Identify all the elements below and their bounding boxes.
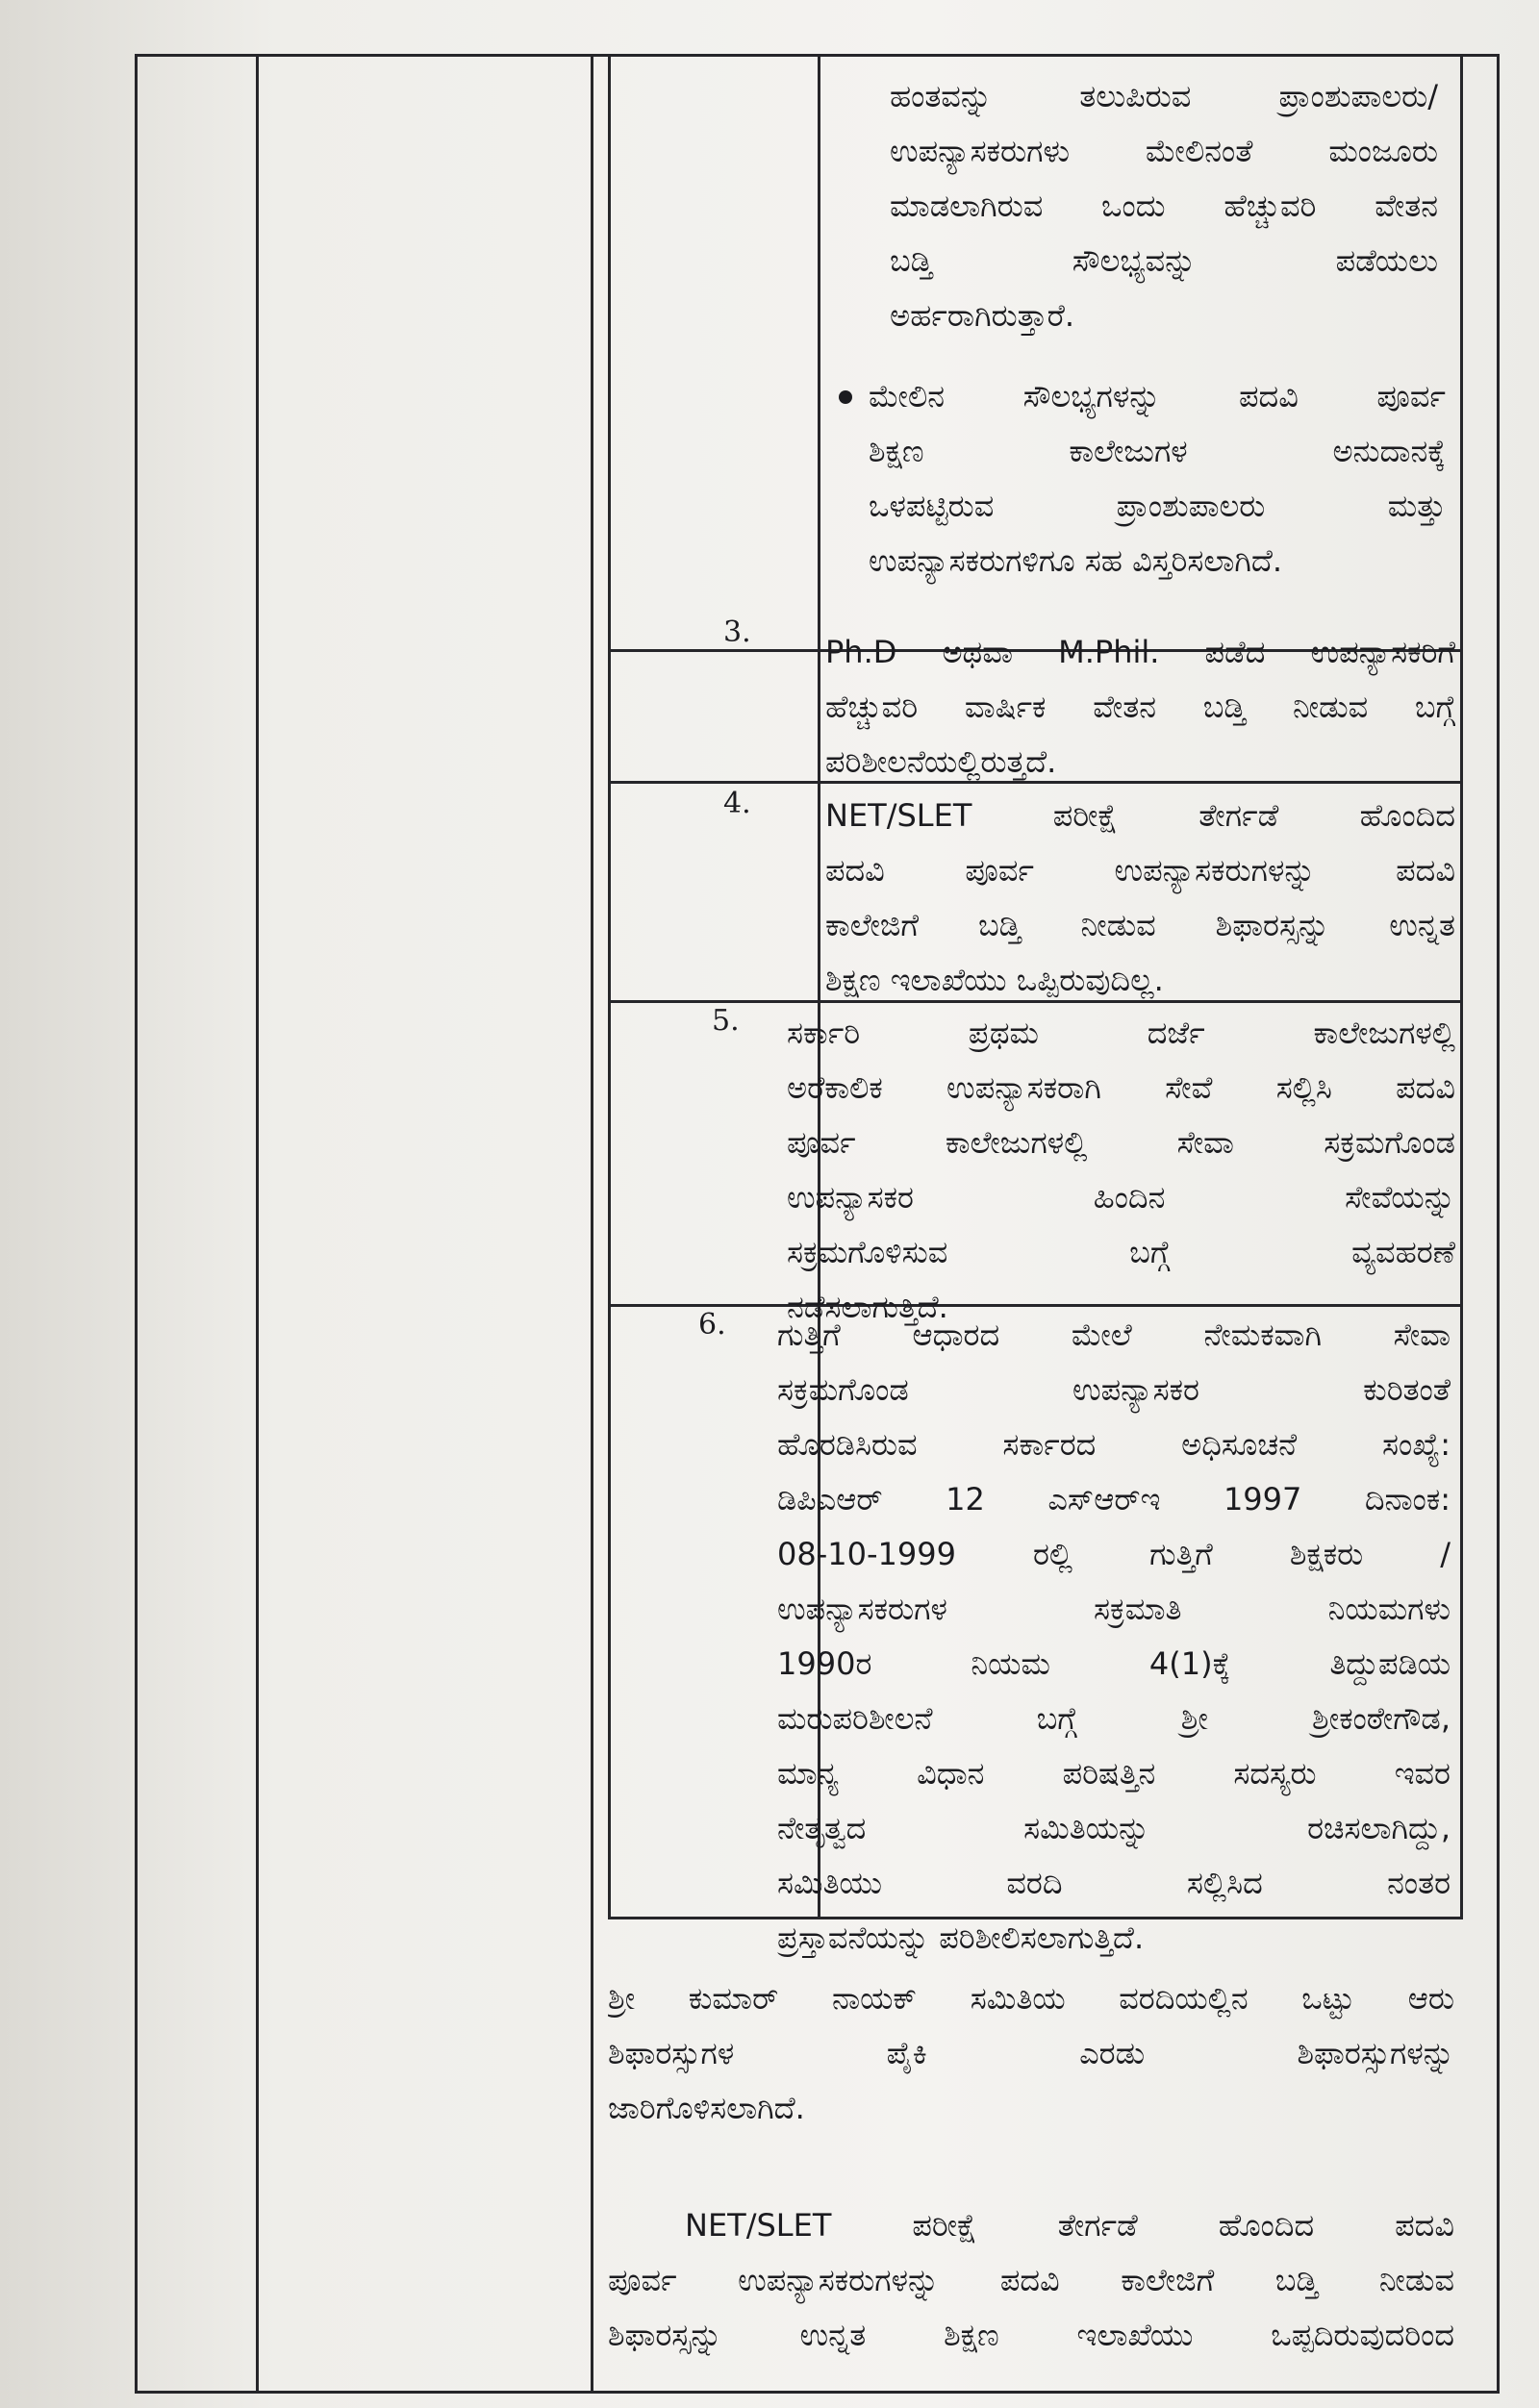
row-5-text	[787, 1006, 1455, 1335]
text-line: ಹೆಚ್ಚುವರಿ ವಾರ್ಷಿಕ ವೇತನ ಬಡ್ತಿ ನೀಡುವ ಬಗ್ಗೆ	[825, 689, 1455, 725]
text-line: ಬಡ್ತಿ ಸೌಲಭ್ಯವನ್ನು ಪಡೆಯಲು	[890, 242, 1438, 279]
continuation-paragraph	[890, 69, 1438, 343]
text-line: NET/SLET ಪರೀಕ್ಷೆ ತೇರ್ಗಡೆ ಹೊಂದಿದ	[825, 797, 1455, 834]
final-paragraph	[608, 2198, 1454, 2363]
text-line: ಪೂರ್ವ ಕಾಲೇಜುಗಳಲ್ಲಿ ಸೇವಾ ಸಕ್ರಮಗೊಂಡ	[787, 1124, 1455, 1161]
text-line: 08-10-1999 ರಲ್ಲಿ ಗುತ್ತಿಗೆ ಶಿಕ್ಷಕರು /	[777, 1536, 1451, 1572]
text-line: ಉಪನ್ಯಾಸಕರುಗಳ ಸಕ್ರಮಾತಿ ನಿಯಮಗಳು	[777, 1591, 1451, 1627]
row-number-5: 5.	[712, 1004, 740, 1038]
text-line: ಸರ್ಕಾರಿ ಪ್ರಥಮ ದರ್ಜೆ ಕಾಲೇಜುಗಳಲ್ಲಿ	[787, 1015, 1455, 1051]
text-line: ಶಿಫಾರಸ್ಸನ್ನು ಉನ್ನತ ಶಿಕ್ಷಣ ಇಲಾಖೆಯು ಒಪ್ಪದಿರುವುದರಿಂದ	[608, 2317, 1454, 2353]
text-line: ಮಾನ್ಯ ವಿಧಾನ ಪರಿಷತ್ತಿನ ಸದಸ್ಯರು ಇವರ	[777, 1755, 1451, 1792]
summary-paragraph	[608, 1971, 1454, 2136]
text-line: ಜಾರಿಗೊಳಿಸಲಾಗಿದೆ.	[608, 2090, 805, 2126]
text-line: ಶಿಫಾರಸ್ಸುಗಳ ಪೈಕಿ ಎರಡು ಶಿಫಾರಸ್ಸುಗಳನ್ನು	[608, 2035, 1454, 2071]
text-line: ಮರುಪರಿಶೀಲನೆ ಬಗ್ಗೆ ಶ್ರೀ ಶ್ರೀಕಂಠೇಗೌಡ,	[777, 1700, 1451, 1737]
inner-table-right-border	[1460, 56, 1463, 1919]
text-line: ಪ್ರಸ್ತಾವನೆಯನ್ನು ಪರಿಶೀಲಿಸಲಾಗುತ್ತಿದೆ.	[777, 1919, 1145, 1956]
row-4-text	[825, 789, 1455, 1008]
inner-table-left-border	[608, 56, 611, 1919]
text-line: ಪೂರ್ವ ಉಪನ್ಯಾಸಕರುಗಳನ್ನು ಪದವಿ ಕಾಲೇಜಿಗೆ ಬಡ್ತಿ ನೀಡುವ	[608, 2262, 1454, 2298]
text-line: ಸಕ್ರಮಗೊಳಿಸುವ ಬಗ್ಗೆ ವ್ಯವಹರಣೆ	[787, 1234, 1455, 1270]
table-bottom-border	[135, 2391, 1500, 2394]
text-line: ಗುತ್ತಿಗೆ ಆಧಾರದ ಮೇಲೆ ನೇಮಕವಾಗಿ ಸೇವಾ	[777, 1317, 1451, 1353]
text-line: ಮಾಡಲಾಗಿರುವ ಒಂದು ಹೆಚ್ಚುವರಿ ವೇತನ	[890, 188, 1438, 224]
column-divider-2	[591, 56, 593, 2393]
text-line: ಕಾಲೇಜಿಗೆ ಬಡ್ತಿ ನೀಡುವ ಶಿಫಾರಸ್ಸನ್ನು ಉನ್ನತ	[825, 907, 1455, 943]
bullet-dot-icon	[839, 390, 852, 404]
text-line: ಉಪನ್ಯಾಸಕರುಗಳು ಮೇಲಿನಂತೆ ಮಂಜೂರು	[890, 133, 1438, 169]
text-line: ಡಿಪಿಎಆರ್ 12 ಎಸ್‌ಆರ್‌ಇ 1997 ದಿನಾಂಕ:	[777, 1481, 1451, 1518]
text-line: ಅರೆಕಾಲಿಕ ಉಪನ್ಯಾಸಕರಾಗಿ ಸೇವೆ ಸಲ್ಲಿಸಿ ಪದವಿ	[787, 1069, 1455, 1106]
text-line: ನಡೆಸಲಾಗುತ್ತಿದೆ.	[787, 1289, 948, 1325]
table-right-border	[1497, 56, 1500, 2393]
text-line: ಉಪನ್ಯಾಸಕರುಗಳಿಗೂ ಸಹ ವಿಸ್ತರಿಸಲಾಗಿದೆ.	[869, 542, 1283, 579]
row-number-6: 6.	[698, 1308, 726, 1342]
text-line: ಶಿಕ್ಷಣ ಇಲಾಖೆಯು ಒಪ್ಪಿರುವುದಿಲ್ಲ.	[825, 962, 1164, 998]
bullet-paragraph	[869, 369, 1446, 589]
text-line: ಉಪನ್ಯಾಸಕರ ಹಿಂದಿನ ಸೇವೆಯನ್ನು	[787, 1179, 1455, 1216]
column-divider-1	[256, 56, 259, 2393]
text-line: ಶ್ರೀ ಕುಮಾರ್ ನಾಯಕ್ ಸಮಿತಿಯ ವರದಿಯಲ್ಲಿನ ಒಟ್ಟು ಆರು	[608, 1980, 1454, 2017]
text-line: NET/SLET ಪರೀಕ್ಷೆ ತೇರ್ಗಡೆ ಹೊಂದಿದ ಪದವಿ	[685, 2207, 1454, 2244]
row-number-4: 4.	[723, 787, 751, 820]
table-left-border	[135, 56, 138, 2393]
text-line: ಸಮಿತಿಯು ವರದಿ ಸಲ್ಲಿಸಿದ ನಂತರ	[777, 1865, 1451, 1901]
text-line: ಒಳಪಟ್ಟಿರುವ ಪ್ರಾಂಶುಪಾಲರು ಮತ್ತು	[869, 488, 1446, 524]
text-line: ಪರಿಶೀಲನೆಯಲ್ಲಿರುತ್ತದೆ.	[825, 743, 1057, 780]
text-line: ಮೇಲಿನ ಸೌಲಭ್ಯಗಳನ್ನು ಪದವಿ ಪೂರ್ವ	[869, 378, 1446, 414]
text-line: ನೇತೃತ್ವದ ಸಮಿತಿಯನ್ನು ರಚಿಸಲಾಗಿದ್ದು,	[777, 1810, 1451, 1846]
text-line: ಹಂತವನ್ನು ತಲುಪಿರುವ ಪ್ರಾಂಶುಪಾಲರು/	[890, 78, 1438, 114]
text-line: ಪದವಿ ಪೂರ್ವ ಉಪನ್ಯಾಸಕರುಗಳನ್ನು ಪದವಿ	[825, 852, 1455, 889]
row-6-text	[777, 1308, 1451, 1966]
row-3-text	[825, 625, 1455, 790]
text-line: ಸಕ್ರಮಗೊಂಡ ಉಪನ್ಯಾಸಕರ ಕುರಿತಂತೆ	[777, 1371, 1451, 1408]
text-line: ಶಿಕ್ಷಣ ಕಾಲೇಜುಗಳ ಅನುದಾನಕ್ಕೆ	[869, 433, 1446, 469]
text-line: Ph.D ಅಥವಾ M.Phil. ಪಡೆದ ಉಪನ್ಯಾಸಕರಿಗೆ	[825, 634, 1455, 670]
text-line: ಹೊರಡಿಸಿರುವ ಸರ್ಕಾರದ ಅಧಿಸೂಚನೆ ಸಂಖ್ಯೆ:	[777, 1426, 1451, 1463]
text-line: 1990ರ ನಿಯಮ 4(1)ಕ್ಕೆ ತಿದ್ದುಪಡಿಯ	[777, 1645, 1451, 1682]
row-number-3: 3.	[723, 615, 751, 649]
text-line: ಅರ್ಹರಾಗಿರುತ್ತಾರೆ.	[890, 297, 1075, 334]
